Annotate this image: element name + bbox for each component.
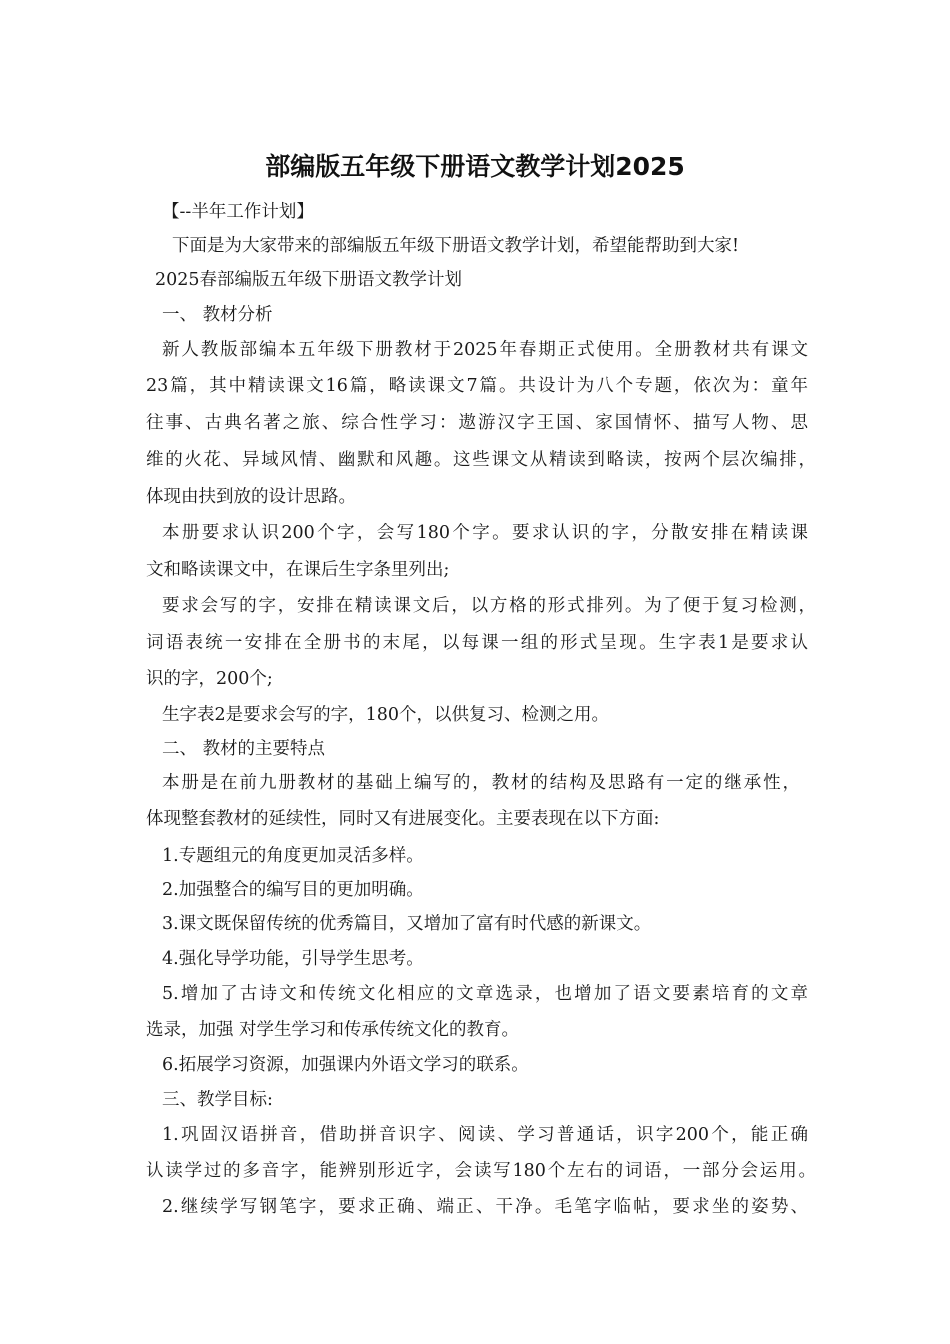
list-item: 6.拓展学习资源，加强课内外语文学习的联系。: [162, 1055, 529, 1075]
list-item: 2.继续学写钢笔字，要求正确、端正、干净。毛笔字临帖，要求坐的姿势、: [162, 1197, 808, 1217]
list-item: 1.专题组元的角度更加灵活多样。: [162, 846, 424, 866]
subtitle-line: 2025春部编版五年级下册语文教学计划: [155, 270, 463, 290]
list-item: 3.课文既保留传统的优秀篇目，又增加了富有时代感的新课文。: [162, 914, 652, 934]
list-item-continuation: 选录，加强 对学生学习和传承传统文化的教育。: [146, 1020, 520, 1040]
intro-line: 下面是为大家带来的部编版五年级下册语文教学计划，希望能帮助到大家!: [172, 236, 740, 256]
category-tag: 【--半年工作计划】: [162, 202, 314, 222]
section-heading-3: 三、教学目标:: [162, 1090, 273, 1110]
paragraph-line: 体现整套教材的延续性，同时又有进展变化。主要表现在以下方面:: [146, 809, 660, 829]
paragraph-line: 维的火花、异域风情、幽默和风趣。这些课文从精读到略读，按两个层次编排，: [146, 450, 816, 470]
paragraph-line: 词语表统一安排在全册书的末尾，以每课一组的形式呈现。生字表1是要求认: [146, 633, 808, 653]
paragraph-line: 本册是在前九册教材的基础上编写的，教材的结构及思路有一定的继承性，: [162, 773, 800, 793]
paragraph-line: 识的字，200个;: [146, 669, 273, 689]
document-title: 部编版五年级下册语文教学计划2025: [265, 152, 685, 181]
list-item: 2.加强整合的编写目的更加明确。: [162, 880, 424, 900]
section-heading-1: 一、 教材分析: [162, 305, 273, 325]
list-item: 5.增加了古诗文和传统文化相应的文章选录，也增加了语文要素培育的文章: [162, 984, 808, 1004]
paragraph-line: 生字表2是要求会写的字，180个，以供复习、检测之用。: [162, 705, 610, 725]
list-item-continuation: 认读学过的多音字，能辨别形近字，会读写180个左右的词语，一部分会运用。: [146, 1161, 816, 1181]
list-item: 1.巩固汉语拼音，借助拼音识字、阅读、学习普通话，识字200个，能正确: [162, 1125, 808, 1145]
paragraph-line: 往事、古典名著之旅、综合性学习：遨游汉字王国、家国情怀、描写人物、思: [146, 413, 808, 433]
paragraph-line: 本册要求认识200个字，会写180个字。要求认识的字，分散安排在精读课: [162, 523, 808, 543]
paragraph-line: 体现由扶到放的设计思路。: [146, 487, 356, 507]
paragraph-line: 要求会写的字，安排在精读课文后，以方格的形式排列。为了便于复习检测，: [162, 596, 816, 616]
section-heading-2: 二、 教材的主要特点: [162, 739, 326, 759]
list-item: 4.强化导学功能，引导学生思考。: [162, 949, 424, 969]
paragraph-line: 文和略读课文中，在课后生字条里列出;: [146, 560, 450, 580]
paragraph-line: 新人教版部编本五年级下册教材于2025年春期正式使用。全册教材共有课文: [162, 340, 808, 360]
paragraph-line: 23篇，其中精读课文16篇，略读课文7篇。共设计为八个专题，依次为：童年: [146, 376, 808, 396]
